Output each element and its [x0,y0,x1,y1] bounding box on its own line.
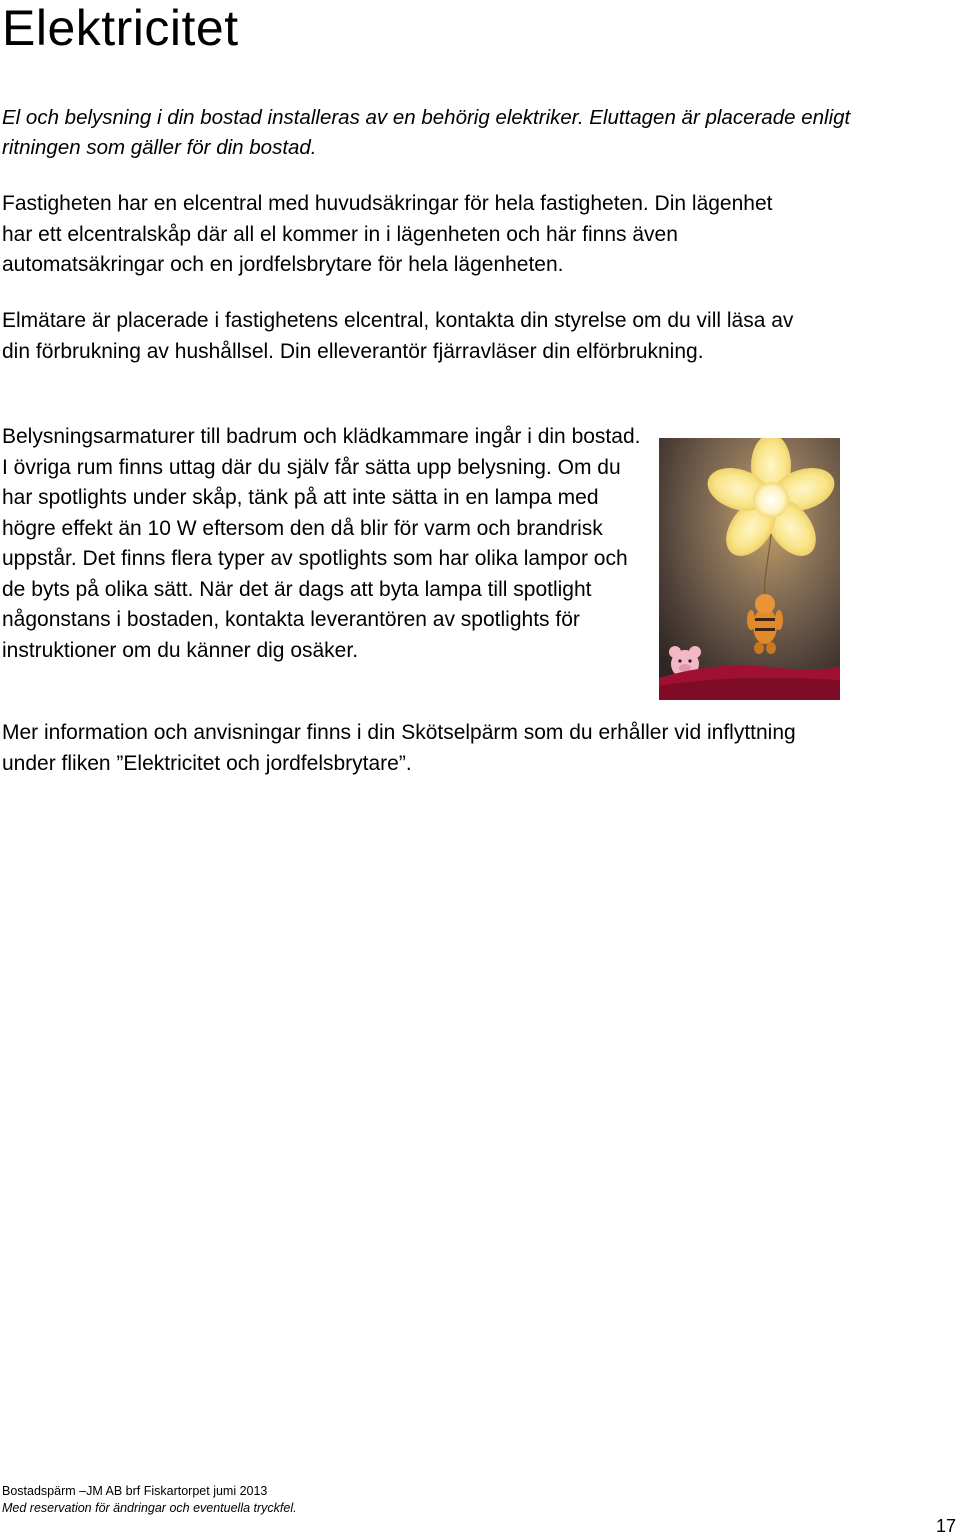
intro-paragraph: El och belysning i din bostad installeras av en behörig elektriker. Eluttagen är placerade enligt ritningen som gäller för din bostad. [2,106,851,159]
footer-disclaimer: Med reservation för ändringar och eventuella tryckfel. [2,1501,297,1515]
flower-lamp-photo [659,438,840,700]
page-number: 17 [936,1516,957,1536]
electrical-central-paragraph: Fastigheten har en elcentral med huvudsäkringar för hela fastigheten. Din lägenhet har ett elcentralskåp där all el kommer in i lägenheten och här finns även automatsäkringar och en jordfelsbrytare för hela lägenheten. [2,192,773,276]
electricity-meter-paragraph: Elmätare är placerade i fastighetens elcentral, kontakta din styrelse om du vill läsa av din förbrukning av hushållsel. Din elleverantör fjärravläser din elförbrukning. [2,309,794,363]
footer-document-info: Bostadspärm –JM AB brf Fiskartorpet jumi 2013 [2,1484,268,1498]
lighting-paragraph: Belysningsarmaturer till badrum och klädkammare ingår i din bostad. I övriga rum finns uttag där du själv får sätta upp belysning. Om du har spotlights under skåp, tänk på att inte sätta in en lampa med högre effekt än 10 W eftersom den då blir för varm och brandrisk uppstår. Det finns flera typer av spotlights som har olika lampor och de byts på olika sätt. När det är dags att byta lampa till spotlight någonstans i bostaden, kontakta leverantören av spotlights för instruktioner om du känner dig osäker. [2,425,641,662]
more-info-paragraph: Mer information och anvisningar finns i din Skötselpärm som du erhåller vid inflyttning under fliken ”Elektricitet och jordfelsbrytare”. [2,721,796,775]
page-title: Elektricitet [2,0,239,56]
